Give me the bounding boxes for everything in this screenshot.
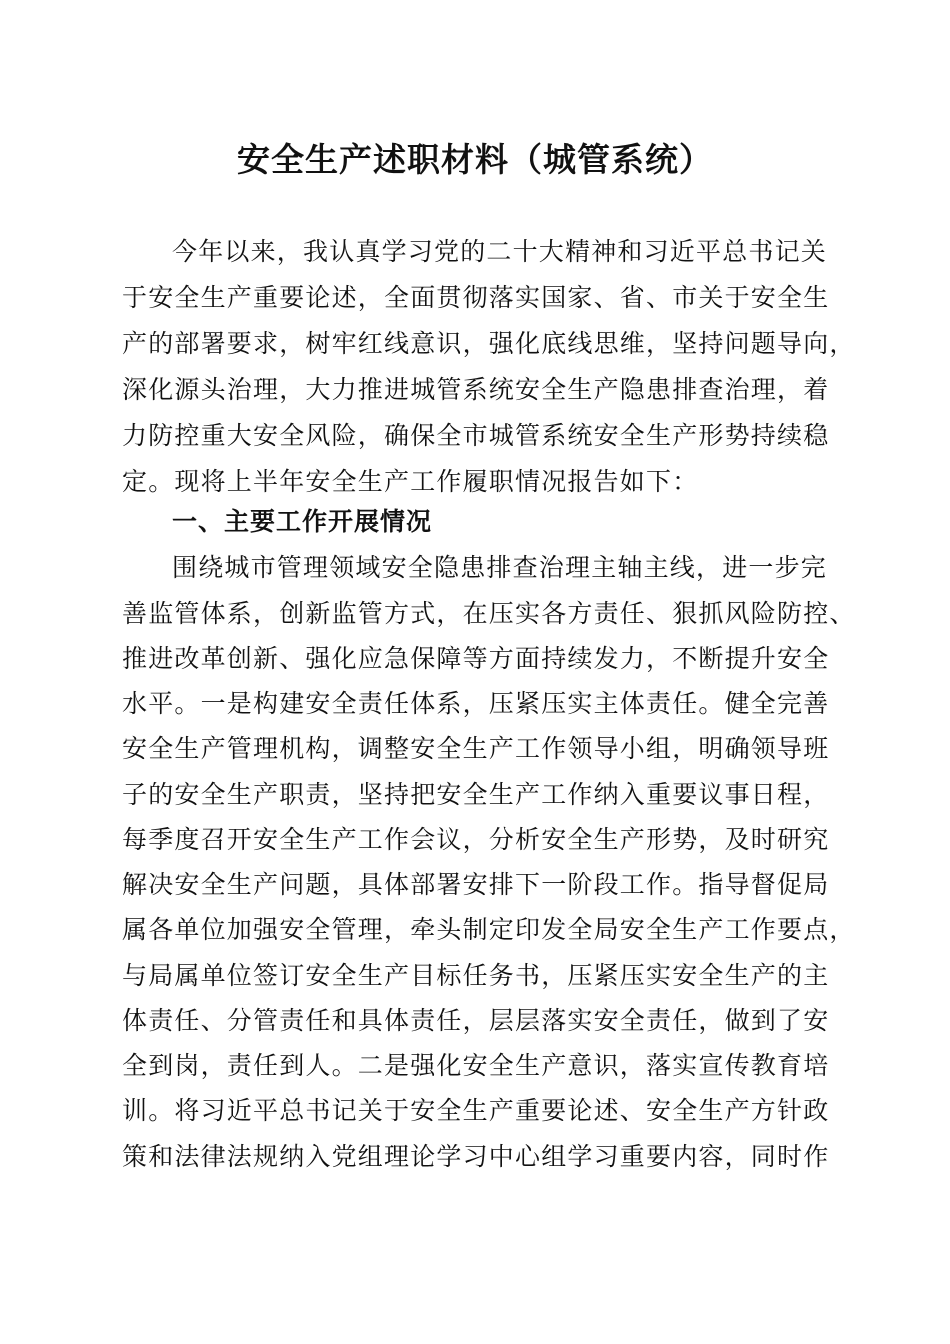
body-line: 训。将习近平总书记关于安全生产重要论述、安全生产方针政 — [122, 1096, 830, 1125]
intro-line: 今年以来，我认真学习党的二十大精神和习近平总书记关 — [172, 237, 828, 266]
intro-line: 力防控重大安全风险，确保全市城管系统安全生产形势持续稳 — [122, 421, 830, 450]
body-line: 围绕城市管理领域安全隐患排查治理主轴主线，进一步完 — [172, 553, 828, 582]
body-line: 属各单位加强安全管理，牵头制定印发全局安全生产工作要点， — [122, 915, 856, 944]
body-line: 与局属单位签订安全生产目标任务书，压紧压实安全生产的主 — [122, 961, 830, 990]
document-title: 安全生产述职材料（城管系统） — [237, 140, 713, 179]
body-line: 水平。一是构建安全责任体系，压紧压实主体责任。健全完善 — [122, 689, 830, 718]
body-line: 策和法律法规纳入党组理论学习中心组学习重要内容，同时作 — [122, 1142, 830, 1171]
body-line: 全到岗，责任到人。二是强化安全生产意识，落实宣传教育培 — [122, 1051, 830, 1080]
intro-line: 定。现将上半年安全生产工作履职情况报告如下： — [122, 467, 699, 496]
intro-line: 产的部署要求，树牢红线意识，强化底线思维，坚持问题导向， — [122, 329, 856, 358]
body-line: 体责任、分管责任和具体责任，层层落实安全责任，做到了安 — [122, 1006, 830, 1035]
body-line: 解决安全生产问题，具体部署安排下一阶段工作。指导督促局 — [122, 870, 830, 899]
body-line: 每季度召开安全生产工作会议，分析安全生产形势，及时研究 — [122, 825, 830, 854]
body-line: 善监管体系，创新监管方式，在压实各方责任、狠抓风险防控、 — [122, 599, 856, 628]
body-line: 推进改革创新、强化应急保障等方面持续发力，不断提升安全 — [122, 644, 830, 673]
section-heading: 一、主要工作开展情况 — [172, 507, 433, 536]
intro-line: 于安全生产重要论述，全面贯彻落实国家、省、市关于安全生 — [122, 283, 830, 312]
body-line: 子的安全生产职责，坚持把安全生产工作纳入重要议事日程， — [122, 780, 830, 809]
intro-line: 深化源头治理，大力推进城管系统安全生产隐患排查治理，着 — [122, 375, 830, 404]
body-line: 安全生产管理机构，调整安全生产工作领导小组，明确领导班 — [122, 734, 830, 763]
